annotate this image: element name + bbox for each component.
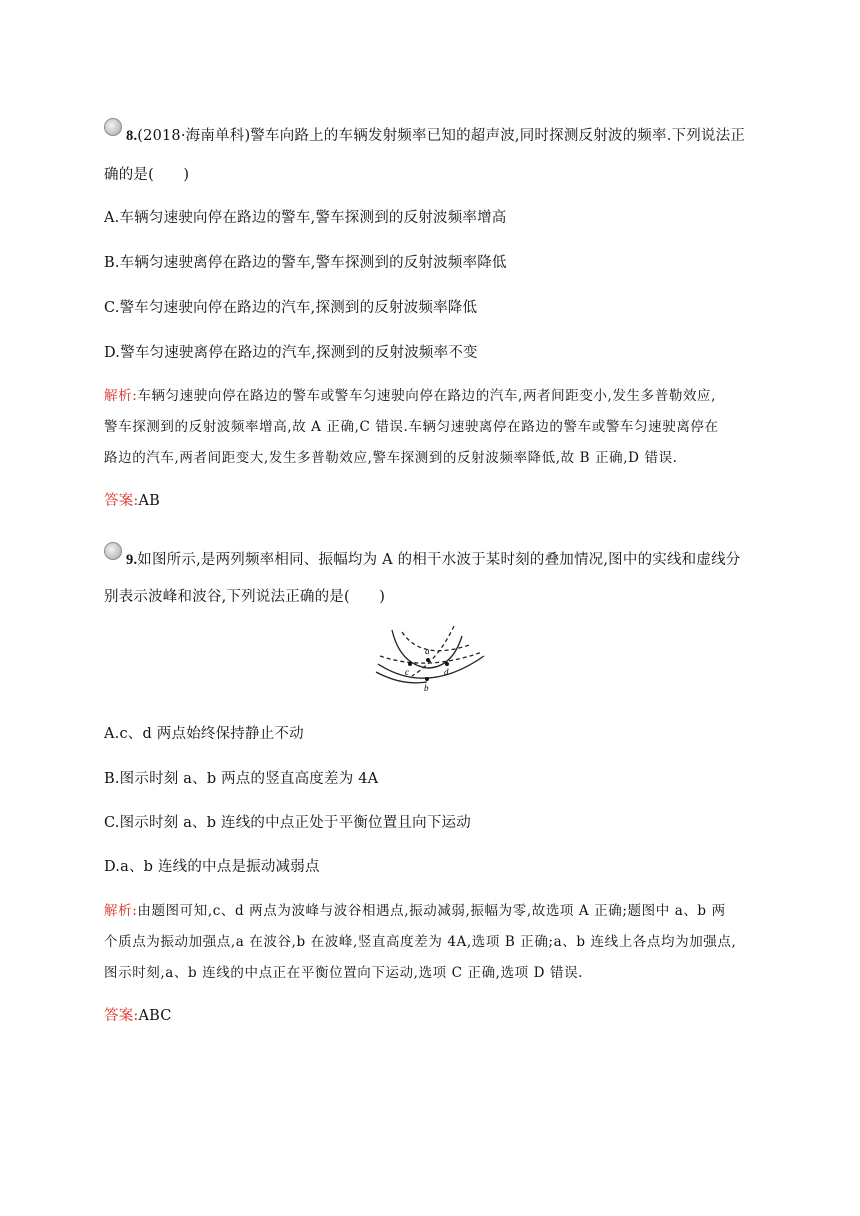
point-c <box>408 662 412 666</box>
q8-stem-line1: 8.(2018·海南单科)警车向路上的车辆发射频率已知的超声波,同时探测反射波的频率.下列说法正 <box>126 128 746 144</box>
crest-line-lower-left <box>376 672 427 683</box>
label-a: a <box>425 646 430 656</box>
q9-stem-line2: 别表示波峰和波谷,下列说法正确的是( ) <box>104 589 386 605</box>
label-d: d <box>444 667 449 677</box>
q9-analysis-line1: 解析:由题图可知,c、d 两点为波峰与波谷相遇点,振动减弱,振幅为零,故选项 A 正确;题图中 a、b 两 <box>104 903 726 919</box>
q8-answer-value: AB <box>138 493 161 509</box>
q8-analysis-line1: 解析:车辆匀速驶向停在路边的警车或警车匀速驶向停在路边的汽车,两者间距变小,发生多普勒效应, <box>104 388 717 404</box>
wave-interference-figure <box>372 624 492 696</box>
q8-answer-label: 答案: <box>104 493 139 509</box>
q9-analysis-line3: 图示时刻,a、b 连线的中点正在平衡位置向下运动,选项 C 正确,选项 D 错误. <box>104 965 584 981</box>
q8-analysis-line2: 警车探测到的反射波频率增高,故 A 正确,C 错误.车辆匀速驶离停在路边的警车或警车匀速驶离停在 <box>104 419 719 435</box>
q8-option-a: A.车辆匀速驶向停在路边的警车,警车探测到的反射波频率增高 <box>104 210 507 226</box>
question-bullet-icon <box>104 542 122 560</box>
q8-option-b: B.车辆匀速驶离停在路边的警车,警车探测到的反射波频率降低 <box>104 255 507 271</box>
q9-answer-value: ABC <box>138 1008 172 1024</box>
q9-option-a: A.c、d 两点始终保持静止不动 <box>104 726 304 742</box>
q9-analysis-label: 解析: <box>104 903 138 919</box>
q9-analysis-line2: 个质点为振动加强点,a 在波谷,b 在波峰,竖直高度差为 4A,选项 B 正确;a、b 连线上各点均为加强点, <box>104 934 737 950</box>
q9-option-c: C.图示时刻 a、b 连线的中点正处于平衡位置且向下运动 <box>104 815 471 831</box>
q9-number: 9. <box>126 552 138 568</box>
q8-number: 8. <box>126 128 138 144</box>
question-bullet-icon <box>104 118 122 136</box>
q8-option-c: C.警车匀速驶向停在路边的汽车,探测到的反射波频率降低 <box>104 300 478 316</box>
q8-analysis-label: 解析: <box>104 388 138 404</box>
point-a <box>426 658 430 662</box>
q9-answer <box>104 1004 172 1025</box>
label-c: c <box>405 667 409 677</box>
q9-answer-label: 答案: <box>104 1008 139 1024</box>
point-b <box>425 677 429 681</box>
label-b: b <box>424 683 429 693</box>
q8-stem-line2: 确的是( ) <box>104 167 190 183</box>
q8-analysis-line3: 路边的汽车,两者间距变大,发生多普勒效应,警车探测到的反射波频率降低,故 B 正确,D 错误. <box>104 450 678 466</box>
point-d <box>445 662 449 666</box>
trough-line-upper <box>402 632 472 651</box>
q9-stem-line1: 9.如图所示,是两列频率相同、振幅均为 A 的相干水波于某时刻的叠加情况,图中的实线和虚线分 <box>126 552 741 568</box>
q8-answer <box>104 489 160 510</box>
q9-option-b: B.图示时刻 a、b 两点的竖直高度差为 4A <box>104 771 379 787</box>
q8-option-d: D.警车匀速驶离停在路边的汽车,探测到的反射波频率不变 <box>104 345 478 361</box>
q9-option-d: D.a、b 连线的中点是振动减弱点 <box>104 859 320 875</box>
